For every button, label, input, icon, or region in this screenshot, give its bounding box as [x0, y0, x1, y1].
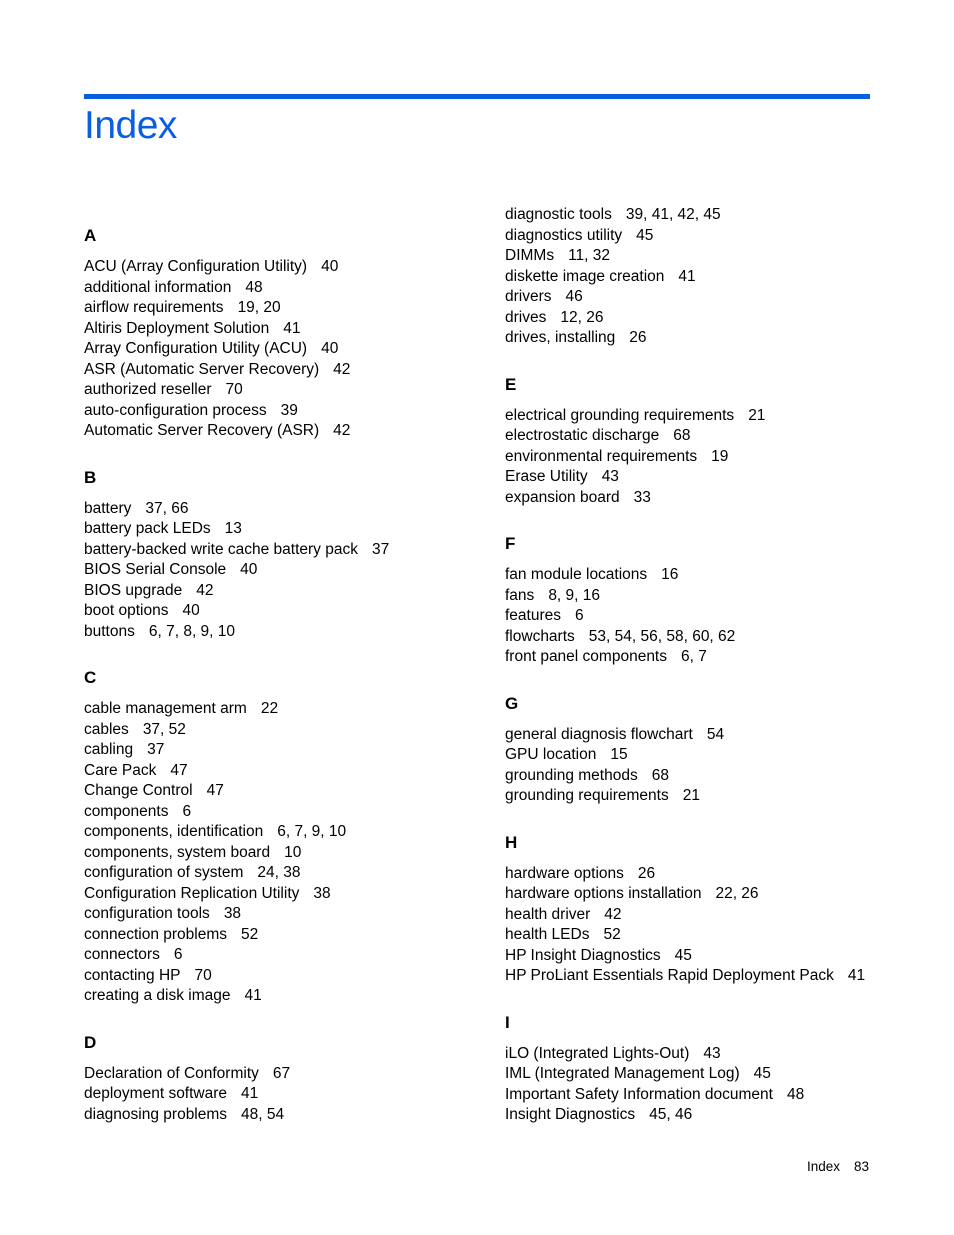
- entry-term: hardware options installation: [505, 885, 702, 902]
- entry-term: buttons: [84, 622, 135, 640]
- index-entry: [84, 699, 484, 720]
- entry-pages: 39, 41, 42, 45: [625, 206, 721, 223]
- entry-term: grounding requirements: [505, 787, 669, 804]
- entry-term: cable management arm: [84, 700, 247, 717]
- index-entry: [84, 380, 484, 401]
- index-entry: [505, 884, 865, 905]
- entry-term: Care Pack: [84, 761, 157, 779]
- entry-term: hardware options: [505, 864, 624, 882]
- entry-term: Change Control: [84, 782, 193, 799]
- index-entry: [84, 257, 484, 278]
- entry-pages: 22, 26: [715, 885, 759, 902]
- section-letter: I: [505, 1012, 510, 1032]
- index-entry: [505, 246, 865, 267]
- entry-pages: 21: [682, 787, 700, 804]
- entry-pages: 43: [703, 1044, 721, 1062]
- index-entry: [505, 786, 865, 807]
- entry-term: diagnostics utility: [505, 226, 623, 244]
- index-entry: [505, 226, 865, 247]
- index-entry: [505, 864, 865, 885]
- index-section: [84, 442, 484, 643]
- entry-term: GPU location: [505, 746, 597, 763]
- index-entry: [505, 627, 865, 648]
- entry-term: connection problems: [84, 925, 228, 943]
- entry-pages: 19, 20: [237, 299, 281, 316]
- entry-term: health LEDs: [505, 926, 590, 943]
- index-entry: [505, 586, 865, 607]
- index-entry: [505, 565, 865, 586]
- index-entry: [84, 802, 484, 823]
- index-entry: [84, 843, 484, 864]
- index-entry: [505, 745, 865, 766]
- entry-term: battery pack LEDs: [84, 520, 211, 537]
- index-entry: [84, 421, 484, 442]
- entry-pages: 43: [601, 468, 619, 485]
- entry-pages: 41: [244, 987, 262, 1004]
- entry-pages: 45: [674, 946, 692, 964]
- entry-pages: 42: [333, 422, 351, 439]
- entry-term: auto-configuration process: [84, 401, 267, 419]
- entry-pages: 26: [637, 864, 656, 882]
- index-entry: [84, 622, 484, 643]
- index-entry: [84, 720, 484, 741]
- entry-pages: 33: [633, 488, 651, 506]
- index-entry: [505, 205, 865, 226]
- index-section: [505, 807, 865, 987]
- index-entry: [84, 781, 484, 802]
- entry-pages: 45, 46: [649, 1106, 693, 1123]
- index-section: [505, 987, 865, 1126]
- entry-pages: 67: [272, 1064, 291, 1082]
- entry-term: Erase Utility: [505, 468, 588, 485]
- index-entry: [505, 406, 865, 427]
- index-entry: [84, 540, 484, 561]
- entry-pages: 70: [225, 381, 243, 398]
- entry-term: boot options: [84, 602, 169, 619]
- entry-pages: 37, 52: [142, 720, 186, 738]
- index-section: [505, 508, 865, 668]
- entry-pages: 12, 26: [560, 308, 604, 326]
- index-entry: [505, 1044, 865, 1065]
- section-letter: H: [505, 832, 518, 852]
- index-entry: [505, 725, 865, 746]
- entry-pages: 70: [194, 966, 212, 984]
- entry-term: additional information: [84, 278, 232, 296]
- entry-pages: 47: [170, 761, 188, 779]
- entry-pages: 11, 32: [568, 247, 611, 264]
- entry-pages: 48: [786, 1085, 805, 1103]
- entry-pages: 38: [223, 905, 242, 922]
- index-entry: [84, 360, 484, 381]
- entry-term: BIOS Serial Console: [84, 561, 227, 578]
- entry-term: environmental requirements: [505, 447, 698, 465]
- entry-term: Array Configuration Utility (ACU): [84, 340, 308, 357]
- entry-pages: 6, 7, 8, 9, 10: [148, 622, 236, 640]
- entry-pages: 37: [371, 540, 390, 558]
- entry-term: Automatic Server Recovery (ASR): [84, 422, 320, 439]
- entry-pages: 41: [241, 1085, 259, 1102]
- index-entry: [84, 581, 484, 602]
- entry-pages: 37: [147, 741, 165, 758]
- section-letter: G: [505, 693, 519, 713]
- entry-term: BIOS upgrade: [84, 581, 183, 599]
- entry-term: HP ProLiant Essentials Rapid Deployment Pack: [505, 967, 834, 984]
- entry-term: configuration tools: [84, 905, 210, 922]
- entry-pages: 38: [313, 884, 331, 902]
- index-entry: [84, 904, 484, 925]
- index-entry: [84, 339, 484, 360]
- index-section: [84, 642, 484, 1007]
- entry-term: airflow requirements: [84, 299, 224, 316]
- entry-pages: 40: [321, 340, 339, 357]
- entry-pages: 26: [629, 329, 647, 346]
- entry-pages: 52: [603, 926, 621, 943]
- section-letter: B: [84, 467, 97, 487]
- index-entry: [84, 278, 484, 299]
- entry-pages: 39: [280, 401, 298, 419]
- entry-pages: 42: [196, 581, 214, 599]
- index-entry: [505, 447, 865, 468]
- entry-pages: 10: [284, 843, 302, 861]
- entry-pages: 42: [604, 905, 622, 923]
- index-entry: [505, 308, 865, 329]
- entry-pages: 6: [575, 607, 584, 624]
- entry-term: general diagnosis flowchart: [505, 725, 693, 743]
- entry-term: iLO (Integrated Lights-Out): [505, 1044, 690, 1062]
- index-section: [505, 668, 865, 807]
- index-entry: [505, 488, 865, 509]
- entry-term: ASR (Automatic Server Recovery): [84, 360, 320, 378]
- index-entry: [84, 822, 484, 843]
- entry-term: creating a disk image: [84, 987, 231, 1004]
- entry-pages: 22: [260, 700, 279, 717]
- index-entry: [84, 966, 484, 987]
- entry-term: features: [505, 607, 562, 624]
- entry-term: ACU (Array Configuration Utility): [84, 258, 308, 275]
- section-letter: D: [84, 1032, 97, 1052]
- entry-pages: 6: [182, 802, 192, 820]
- entry-pages: 68: [651, 766, 669, 784]
- footer-page-number: 83: [853, 1159, 869, 1174]
- entry-pages: 53, 54, 56, 58, 60, 62: [588, 627, 736, 645]
- entry-term: cabling: [84, 741, 134, 758]
- entry-term: configuration of system: [84, 864, 244, 881]
- index-entry: [84, 761, 484, 782]
- entry-term: battery-backed write cache battery pack: [84, 540, 358, 558]
- section-letter: E: [505, 374, 517, 394]
- entry-pages: 47: [206, 782, 224, 799]
- page-footer: [807, 1158, 869, 1176]
- index-entry: [505, 606, 865, 627]
- entry-pages: 42: [333, 360, 351, 378]
- entry-pages: 68: [673, 427, 691, 444]
- index-entry: [84, 519, 484, 540]
- page-title: Index: [84, 104, 177, 147]
- index-entry: [505, 966, 865, 987]
- index-entry: [84, 319, 484, 340]
- index-entry: [84, 560, 484, 581]
- entry-term: drivers: [505, 288, 552, 305]
- entry-pages: 24, 38: [257, 864, 301, 881]
- entry-term: deployment software: [84, 1085, 228, 1102]
- entry-pages: 6, 7: [681, 648, 707, 665]
- index-entry: [505, 1105, 865, 1126]
- entry-pages: 48: [245, 278, 263, 296]
- entry-term: Declaration of Conformity: [84, 1064, 259, 1082]
- entry-pages: 46: [565, 288, 583, 305]
- title-rule: [84, 94, 870, 99]
- entry-pages: 41: [847, 967, 866, 984]
- index-column-left: [84, 200, 484, 1125]
- index-entry: [505, 1064, 865, 1085]
- entry-pages: 40: [240, 561, 258, 578]
- entry-term: expansion board: [505, 488, 620, 506]
- index-entry: [84, 601, 484, 622]
- index-entry: [84, 945, 484, 966]
- entry-term: components, identification: [84, 823, 264, 840]
- entry-term: Insight Diagnostics: [505, 1106, 636, 1123]
- entry-term: flowcharts: [505, 627, 575, 645]
- entry-term: drives: [505, 308, 547, 326]
- index-entry: [505, 426, 865, 447]
- index-entry: [84, 740, 484, 761]
- entry-term: grounding methods: [505, 766, 638, 784]
- footer-label: Index: [806, 1159, 840, 1174]
- index-entry: [505, 946, 865, 967]
- index-entry: [505, 287, 865, 308]
- entry-pages: 6, 7, 9, 10: [277, 823, 347, 840]
- entry-term: Important Safety Information document: [505, 1085, 773, 1103]
- entry-term: fan module locations: [505, 566, 648, 583]
- entry-pages: 40: [321, 258, 339, 275]
- index-entry: [505, 267, 865, 288]
- entry-term: diagnostic tools: [505, 206, 612, 223]
- index-entry: [84, 925, 484, 946]
- entry-term: authorized reseller: [84, 381, 212, 398]
- entry-pages: 48, 54: [241, 1105, 285, 1123]
- entry-term: front panel components: [505, 648, 667, 665]
- index-entry: [505, 905, 865, 926]
- entry-pages: 19: [711, 447, 729, 465]
- entry-pages: 16: [661, 566, 679, 583]
- entry-term: contacting HP: [84, 966, 181, 984]
- index-entry: [505, 766, 865, 787]
- index-entry: [505, 925, 865, 946]
- entry-pages: 52: [241, 925, 259, 943]
- entry-pages: 54: [706, 725, 725, 743]
- entry-term: battery: [84, 499, 132, 517]
- index-entry: [84, 499, 484, 520]
- entry-term: IML (Integrated Management Log): [505, 1065, 740, 1082]
- section-letter: F: [505, 534, 516, 553]
- entry-term: health driver: [505, 905, 591, 923]
- entry-term: electrical grounding requirements: [505, 406, 735, 424]
- entry-pages: 45: [636, 226, 654, 244]
- entry-term: components: [84, 802, 169, 820]
- index-section: [84, 200, 484, 442]
- entry-pages: 21: [748, 406, 766, 424]
- entry-pages: 6: [173, 946, 183, 963]
- entry-pages: 15: [610, 746, 628, 763]
- entry-term: DIMMs: [505, 247, 555, 264]
- entry-pages: 37, 66: [145, 499, 189, 517]
- entry-term: components, system board: [84, 843, 271, 861]
- index-section: [505, 349, 865, 509]
- index-entry: [505, 647, 865, 668]
- index-entry: [84, 986, 484, 1007]
- entry-pages: 40: [182, 602, 200, 619]
- index-entry: [84, 1105, 484, 1126]
- index-entry: [84, 401, 484, 422]
- entry-term: drives, installing: [505, 329, 616, 346]
- entry-pages: 8, 9, 16: [548, 586, 601, 604]
- entry-pages: 45: [753, 1065, 771, 1082]
- index-entry: [84, 298, 484, 319]
- index-entry: [84, 863, 484, 884]
- section-letter: C: [84, 668, 97, 687]
- entry-term: diagnosing problems: [84, 1105, 228, 1123]
- index-section: [505, 205, 865, 349]
- entry-term: cables: [84, 720, 129, 738]
- index-entry: [84, 1064, 484, 1085]
- entry-pages: 41: [678, 267, 696, 285]
- entry-term: connectors: [84, 946, 160, 963]
- entry-pages: 41: [283, 319, 301, 337]
- section-letter: A: [84, 226, 97, 245]
- index-entry: [505, 467, 865, 488]
- entry-term: fans: [505, 586, 535, 604]
- index-entry: [505, 328, 865, 349]
- index-entry: [505, 1085, 865, 1106]
- index-entry: [84, 1084, 484, 1105]
- entry-pages: 13: [224, 520, 242, 537]
- entry-term: electrostatic discharge: [505, 427, 660, 444]
- index-section: [84, 1007, 484, 1126]
- index-entry: [84, 884, 484, 905]
- entry-term: Altiris Deployment Solution: [84, 319, 270, 337]
- index-column-right: [505, 200, 865, 1126]
- entry-term: HP Insight Diagnostics: [505, 946, 661, 964]
- entry-term: Configuration Replication Utility: [84, 884, 300, 902]
- entry-term: diskette image creation: [505, 267, 665, 285]
